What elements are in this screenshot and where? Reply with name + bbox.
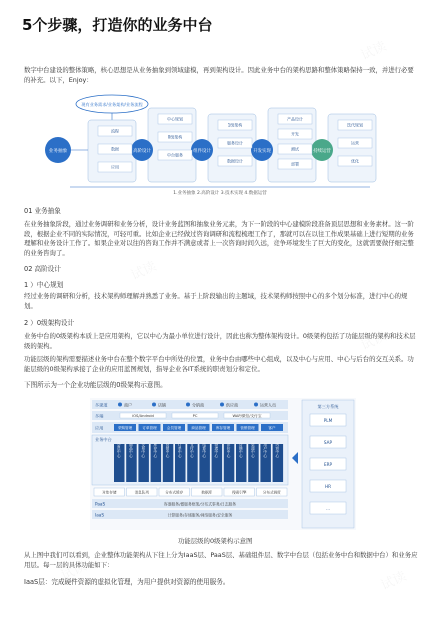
terminal-item: iOS/Android — [132, 414, 154, 418]
terminal-item: PC — [192, 414, 198, 418]
user-icon — [220, 403, 224, 407]
sub-step-label: 产品设计 — [287, 116, 303, 122]
sub-step-label: 0级架构 — [167, 134, 183, 140]
third-party-item: ... — [326, 505, 330, 511]
section-02-1-body: 经过业务的调研和分析，技术架构师理解并熟悉了业务。基于上阶段输出的主题域，技术架构师按照中心的多个划分标准，进行中心的规划。 — [24, 292, 408, 310]
center-item: 结算中心 — [202, 442, 207, 458]
iaas-label: IaaS — [95, 512, 105, 518]
step-node-label: 组件设计 — [193, 149, 211, 154]
sub-step-label: 部署 — [291, 161, 299, 167]
flow-bottom-steps: 1.业务抽象 2.高阶设计 3.技术实现 4.数据运营 — [173, 191, 267, 196]
center-item: 营销中心 — [166, 442, 171, 458]
center-item: 交易中心 — [141, 442, 146, 458]
sub-step-label: 数据 — [111, 146, 119, 152]
third-party-item: HR — [324, 483, 332, 489]
step-node-label: 高阶设计 — [133, 149, 151, 154]
channel-item: 供应商 — [226, 402, 238, 408]
step-node-label: 业务抽象 — [48, 149, 68, 154]
component-item: 数据库 — [201, 490, 213, 495]
section-02-heading: 02 高阶设计 — [24, 265, 61, 273]
component-item: 对象存储 — [102, 490, 117, 495]
channel-label: 多渠道 — [95, 402, 108, 408]
center-item: 商品中心 — [129, 442, 134, 458]
third-party-title: 第三方系统 — [317, 404, 339, 409]
paas-label: PaaS — [95, 501, 106, 507]
sub-step-label: 迭代规划 — [347, 122, 363, 128]
section-02-2-heading: 2 ）0级架构设计 — [24, 319, 75, 327]
app-item: 营销管理 — [240, 425, 255, 430]
channel-item: 店铺 — [158, 402, 166, 408]
sub-step-label: 开发 — [291, 131, 299, 137]
third-party-item: ERP — [323, 461, 333, 467]
step-node-label: 开发实现 — [253, 149, 271, 154]
section-02-2-body: 业务中台的0级架构本质上是应用架构，它以中心为最小单位进行设计，因此也称为整体架构设计。0级架构包括了功能层级的架构和技术层级的架构。 — [24, 332, 416, 350]
center-item: 物流中心 — [214, 442, 219, 458]
business-platform-title: 业务中台 — [95, 437, 112, 442]
center-item: 订单中心 — [178, 442, 183, 458]
component-item: 消息队列 — [134, 490, 149, 495]
component-item: 搜索引擎 — [232, 490, 247, 495]
watermark — [357, 35, 389, 63]
component-item: 分布式缓存 — [165, 490, 184, 495]
center-item: 会员中心 — [117, 442, 122, 458]
sub-step-label: 服务设计 — [227, 140, 243, 146]
intro-paragraph: 数字中台建设的整体策略，核心思想是从业务抽象到领域建模，再到架构设计。因此业务中台的架构思路和整体策略保持一致，并进行必要的补充。以下，Enjoy： — [24, 66, 414, 84]
user-icon — [118, 403, 122, 407]
app-item: 库存管理 — [215, 425, 231, 430]
app-item: 采购管理 — [117, 425, 133, 430]
center-item: 库存中心 — [153, 442, 158, 458]
component-item: 分布式调度 — [262, 490, 281, 495]
user-icon — [186, 403, 190, 407]
sub-step-label: 应用 — [111, 164, 119, 170]
functional-architecture-paragraph: 功能层级的架构需要描述业务中台在整个数字平台中所处的位置，业务中台由哪些中心组成，以及中心与应用、中心与后台的交互关系。功能层级的0级架构承接了企业的应用蓝图规划，指导企业各IT系统的职责划分和定位。 — [24, 355, 414, 373]
center-item: 店铺中心 — [239, 442, 244, 458]
level0-architecture-diagram — [90, 398, 356, 530]
center-item: 用户中心 — [263, 442, 268, 458]
app-item: 订单管理 — [142, 425, 157, 430]
step-node-label: 持续运营 — [313, 149, 331, 154]
app-item: 会员管理 — [166, 425, 182, 430]
page-title: 5个步骤，打造你的业务中台 — [22, 16, 213, 34]
section-02-1-heading: 1 ）中心规划 — [24, 281, 64, 289]
third-party-item: PLM — [323, 417, 333, 423]
cloud-text: 现有业务需求/业务架构/业务流程 — [81, 102, 143, 107]
watermark — [127, 255, 159, 283]
five-step-flow-diagram — [30, 92, 410, 196]
app-item: 商品管理 — [191, 425, 206, 430]
sub-step-label: 中心规划 — [167, 116, 183, 122]
user-icon — [254, 403, 258, 407]
center-item: 渠道中心 — [251, 442, 256, 458]
center-item: 支付中心 — [190, 442, 195, 458]
sub-step-label: 数据设计 — [227, 158, 243, 164]
sub-step-label: 运营 — [351, 140, 359, 146]
terminal-label: 多端 — [95, 413, 104, 419]
sub-step-label: 测试 — [291, 146, 299, 152]
sub-step-label: 优化 — [351, 158, 359, 164]
channel-item: 分销商 — [192, 402, 204, 408]
channel-item: 商户 — [124, 402, 132, 408]
summary-paragraph: 从上图中我们可以看到，企业整体功能架构从下往上分为IaaS层、PaaS层、基础组件层、数字中台层（包括业务中台和数据中台）和业务应用层。每一层的具体功能如下： — [24, 551, 418, 569]
figure-caption: 功能层级的0级架构示意图 — [178, 537, 253, 545]
third-party-item: SAP — [323, 439, 333, 445]
sub-step-label: 1级架构 — [227, 122, 243, 128]
iaas-description: IaaS层：完成硬件资源的虚拟化管理，为用户提供对资源的使用服务。 — [24, 578, 230, 586]
channel-item: 运营人员 — [260, 402, 276, 408]
application-label: 应用 — [95, 425, 104, 431]
center-item: 评价中心 — [227, 442, 232, 458]
user-icon — [152, 403, 156, 407]
iaas-text: 计算服务/存储服务/网络服务/安全服务 — [167, 512, 233, 518]
section-01-heading: 01 业务抽象 — [24, 207, 61, 215]
paas-text: 容器服务/微服务框架/分布式事务/日志服务 — [163, 501, 237, 507]
sub-step-label: 流程 — [111, 128, 119, 134]
section-01-body: 在业务抽象阶段，通过业务调研和业务分析，设计业务蓝图和抽象业务元素，为下一阶段的中心建模阶段准备顶层思想和业务素材。这一阶段，根据企业不同的实际情况，可轻可重。比如企业已经做过咨询调研和流程梳理工作了，那就可以在以往工作成果基础上进行短期的业务理解和业务设计工作了。如果企业对以往的咨询工作并不满意或者上一次咨询时间久远，竞争环境发生了巨大的变化，这就需要做仔细完整的业务咨询了。 — [24, 220, 414, 257]
sub-step-label: 中台服务 — [167, 152, 183, 158]
center-item: 内容中心 — [275, 442, 280, 458]
figure-intro: 下图所示为一个企业功能层级的0级架构示意图。 — [24, 381, 167, 389]
app-item: 客户 — [268, 425, 276, 430]
terminal-item: WAP/微信/支付宝 — [232, 414, 262, 418]
